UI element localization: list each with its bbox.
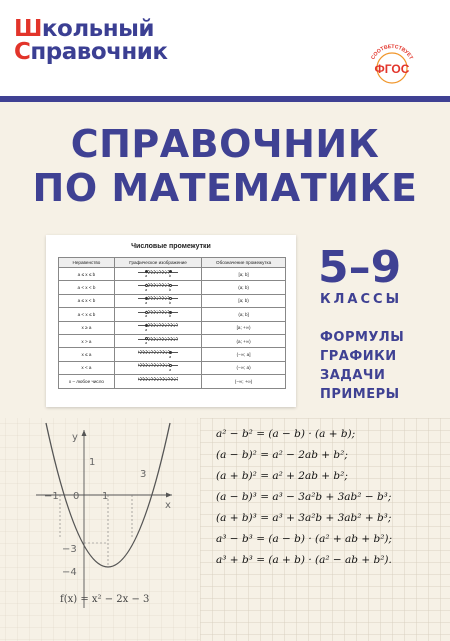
number-line-label: a — [169, 354, 172, 359]
number-line-point — [169, 364, 172, 367]
table-row — [59, 361, 286, 374]
number-line-label: a — [145, 327, 148, 332]
graph-grid — [0, 418, 200, 641]
formula-line: (a + b)² = a² + 2ab + b²; — [216, 470, 348, 482]
cell-graphic — [114, 334, 201, 347]
cell-notation: (a; b] — [202, 308, 286, 321]
number-line-label: a — [145, 287, 148, 292]
number-line-shade — [146, 283, 170, 287]
table-row — [59, 321, 286, 334]
series-line-1 — [14, 18, 168, 41]
formulas-panel — [200, 418, 450, 641]
number-line-point — [169, 311, 172, 314]
table-row — [59, 268, 286, 281]
tick-origin: 0 — [73, 491, 80, 502]
number-line-label: b — [169, 274, 172, 279]
number-line — [138, 350, 178, 358]
grade-label: КЛАССЫ — [320, 292, 403, 307]
cell-graphic — [114, 294, 201, 307]
number-line — [138, 296, 178, 304]
cell-graphic — [114, 268, 201, 281]
feature-item: ПРИМЕРЫ — [320, 387, 400, 402]
cell-inequality: x – любое число — [59, 375, 115, 388]
col-header-inequality: Неравенство — [59, 258, 115, 268]
number-line-shade — [146, 310, 170, 314]
title-line-2: ПО МАТЕМАТИКЕ — [32, 166, 418, 210]
formula-line: (a + b)³ = a³ + 3a²b + 3ab² + b³; — [216, 512, 392, 524]
cell-inequality: a ≤ x < b — [59, 294, 115, 307]
cell-notation: (a; +∞) — [202, 334, 286, 347]
number-line-point — [145, 311, 148, 314]
tick-y1: 1 — [89, 457, 96, 468]
series-logo — [14, 18, 168, 64]
cell-notation: (−∞; a] — [202, 348, 286, 361]
number-line-label: a — [145, 341, 148, 346]
tick-x1: 1 — [102, 491, 109, 502]
cell-notation: (−∞; +∞) — [202, 375, 286, 388]
cell-notation: [a; b] — [202, 268, 286, 281]
series-line-2-rest: правочник — [30, 39, 168, 65]
number-line-point — [145, 297, 148, 300]
cell-graphic — [114, 321, 201, 334]
number-line-label: a — [169, 367, 172, 372]
number-line-shade — [138, 377, 178, 381]
cell-graphic — [114, 375, 201, 388]
cell-notation: (a; b) — [202, 281, 286, 294]
series-line-1-accent: Ш — [14, 16, 42, 42]
number-line — [138, 323, 178, 331]
cell-inequality: a < x < b — [59, 281, 115, 294]
formula-line: (a − b)² = a² − 2ab + b²; — [216, 449, 348, 461]
col-header-graphic: Графическое изображение — [114, 258, 201, 268]
tick-x-neg1: −1 — [44, 491, 59, 502]
number-line-point — [145, 324, 148, 327]
formula-line: (a − b)³ = a³ − 3a²b + 3ab² − b³; — [216, 491, 392, 503]
tick-x3: 3 — [140, 469, 147, 480]
function-label: f(x) = x² − 2x − 3 — [60, 594, 150, 605]
title-line-1: СПРАВОЧНИК — [70, 122, 380, 166]
formula-line: a³ + b³ = (a + b) · (a² − ab + b²). — [216, 554, 392, 566]
tick-y-neg3: −3 — [62, 544, 77, 555]
table-row — [59, 281, 286, 294]
table-row — [59, 294, 286, 307]
tick-y-neg4: −4 — [62, 567, 77, 578]
intervals-table-card — [46, 235, 296, 407]
number-line-label: b — [169, 300, 172, 305]
fgos-label: ФГОС — [374, 62, 410, 76]
feature-item: ЗАДАЧИ — [320, 368, 386, 383]
book-title — [0, 122, 450, 210]
cell-notation: (−∞; a) — [202, 361, 286, 374]
cell-inequality: a ≤ x ≤ b — [59, 268, 115, 281]
feature-item: ГРАФИКИ — [320, 349, 397, 364]
feature-item: ФОРМУЛЫ — [320, 330, 405, 345]
number-line — [138, 363, 178, 371]
number-line-point — [169, 351, 172, 354]
intervals-table — [58, 257, 286, 389]
table-row — [59, 308, 286, 321]
number-line-point — [145, 284, 148, 287]
cell-inequality: x ≥ a — [59, 321, 115, 334]
number-line-shade — [138, 363, 170, 367]
series-line-1-rest: кольный — [41, 16, 155, 42]
cell-inequality: x < a — [59, 361, 115, 374]
number-line-label: b — [169, 314, 172, 319]
fgos-ring-text: СООТВЕТСТВУЕТ — [370, 43, 414, 61]
formula-line: a² − b² = (a − b) · (a + b); — [216, 428, 356, 440]
number-line — [138, 283, 178, 291]
cell-inequality: x ≤ a — [59, 348, 115, 361]
formula-line: a³ − b³ = (a − b) · (a² + ab + b²); — [216, 533, 393, 545]
number-line-label: a — [145, 300, 148, 305]
feature-list — [320, 328, 404, 404]
cell-graphic — [114, 361, 201, 374]
table-row — [59, 334, 286, 347]
number-line-shade — [146, 270, 170, 274]
col-header-notation: Обозначение промежутка — [202, 258, 286, 268]
parabola-graph — [0, 418, 200, 641]
cell-inequality: a < x ≤ b — [59, 308, 115, 321]
number-line — [138, 337, 178, 345]
grade-range: 5–9 — [318, 242, 402, 293]
number-line-label: a — [145, 274, 148, 279]
table-row — [59, 375, 286, 388]
number-line-shade — [138, 350, 170, 354]
series-line-2-accent: С — [14, 39, 31, 65]
table-header-row — [59, 258, 286, 268]
cell-notation: [a; +∞) — [202, 321, 286, 334]
number-line — [138, 377, 178, 385]
number-line-label: b — [169, 287, 172, 292]
number-line — [138, 270, 178, 278]
number-line-shade — [146, 296, 170, 300]
number-line-point — [169, 284, 172, 287]
y-axis-label: y — [72, 432, 78, 443]
cell-graphic — [114, 348, 201, 361]
number-line-point — [169, 297, 172, 300]
table-row — [59, 348, 286, 361]
cell-notation: [a; b) — [202, 294, 286, 307]
number-line-label: a — [145, 314, 148, 319]
x-axis-label: x — [165, 500, 171, 511]
table-title: Числовые промежутки — [131, 243, 211, 250]
cell-graphic — [114, 281, 201, 294]
series-line-2 — [14, 41, 168, 64]
number-line-shade — [146, 337, 178, 341]
cell-inequality: x > a — [59, 334, 115, 347]
cell-graphic — [114, 308, 201, 321]
number-line-shade — [146, 323, 178, 327]
fgos-badge — [362, 36, 422, 96]
number-line — [138, 310, 178, 318]
